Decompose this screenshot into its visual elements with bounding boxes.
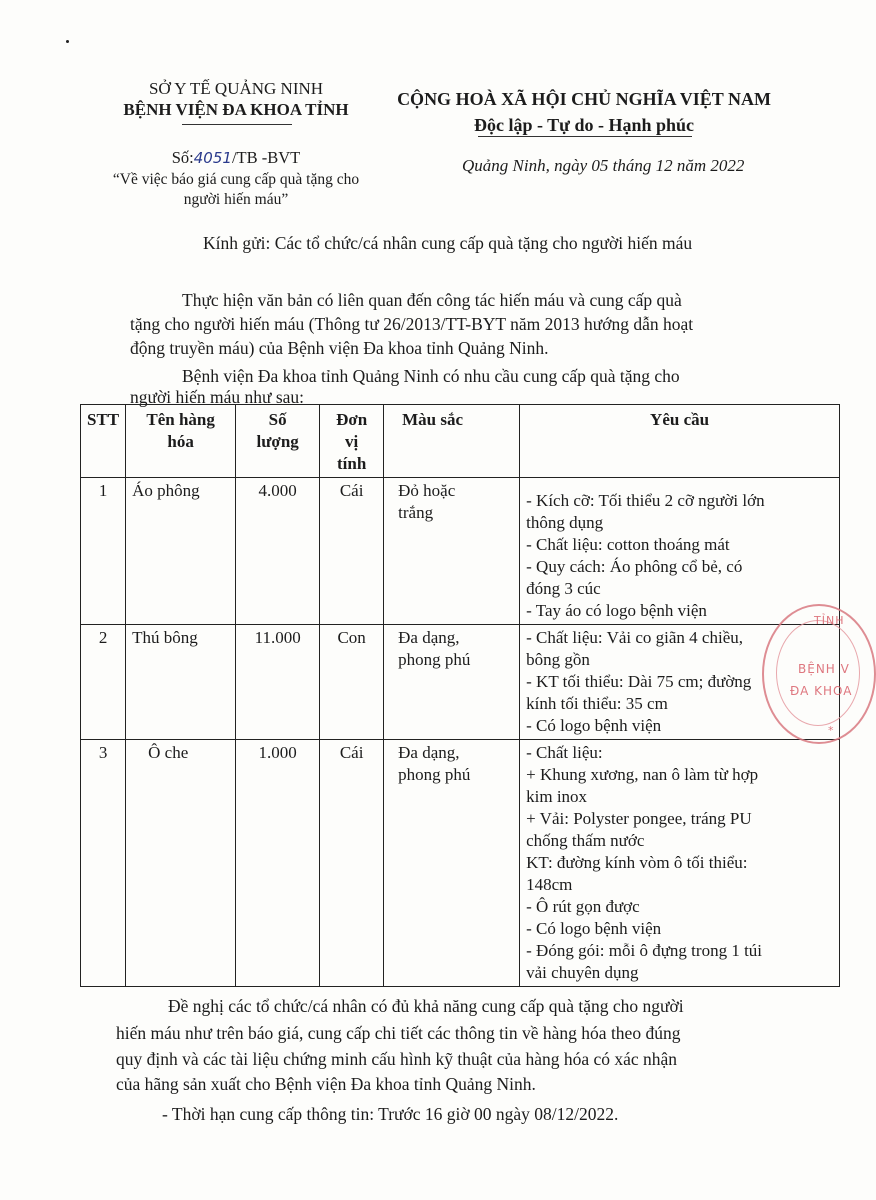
cell-color: Đa dạng, phong phú <box>384 625 520 740</box>
requirement-line: vải chuyên dụng <box>526 963 639 982</box>
table-row <box>81 478 840 625</box>
header-item-name: Tên hàng hóa <box>126 405 236 478</box>
cell-quantity: 11.000 <box>236 625 320 740</box>
cell-unit: Cái <box>320 740 384 987</box>
requirement-line: - Chất liệu: cotton thoáng mát <box>526 535 730 554</box>
requirement-line: KT: đường kính vòm ô tối thiểu: <box>526 853 748 872</box>
closing-line: hiến máu như trên báo giá, cung cấp chi tiết các thông tin về hàng hóa theo đúng <box>116 1023 681 1043</box>
stamp-text: TỈNH <box>814 614 845 627</box>
requirement-line: - Ô rút gọn được <box>526 897 640 916</box>
cell-unit: Cái <box>320 478 384 625</box>
requirement-line: 148cm <box>526 875 573 894</box>
requirement-line: - Có logo bệnh viện <box>526 716 662 735</box>
cell-requirements <box>520 740 840 987</box>
stamp-text: BỆNH V <box>798 662 850 676</box>
header-color: Màu sắc <box>384 405 520 478</box>
issuer-hospital: BỆNH VIỆN ĐA KHOA TỈNH <box>123 100 349 119</box>
motto-underline <box>478 136 692 137</box>
recipient-line: Kính gửi: Các tổ chức/cá nhân cung cấp quà tặng cho người hiến máu <box>203 233 693 253</box>
table-row <box>81 625 840 740</box>
requirement-line: + Khung xương, nan ô làm từ hợp <box>526 765 759 784</box>
document-subject <box>86 170 386 210</box>
cell-stt: 2 <box>81 625 126 740</box>
subject-line: “Về việc báo giá cung cấp quà tặng cho <box>112 171 360 188</box>
table-row <box>81 740 840 987</box>
cell-item-name: Áo phông <box>126 478 236 625</box>
cell-stt: 3 <box>81 740 126 987</box>
document-number <box>86 148 386 168</box>
stamp-text: ĐA KHOA <box>790 684 853 698</box>
issuer-block <box>86 78 386 120</box>
cell-color: Đa dạng, phong phú <box>384 740 520 987</box>
requirement-line: chống thấm nước <box>526 831 645 850</box>
closing-line: quy định và các tài liệu chứng minh cấu hình kỹ thuật của hàng hóa có xác nhận <box>116 1049 678 1069</box>
cell-color: Đỏ hoặc trắng <box>384 478 520 625</box>
requirement-line: kim inox <box>526 787 588 806</box>
cell-stt: 1 <box>81 478 126 625</box>
issuer-underline <box>182 124 292 125</box>
header-unit: Đơn vị tính <box>320 405 384 478</box>
requirement-line: - KT tối thiểu: Dài 75 cm; đường <box>526 672 752 691</box>
header-quantity: Số lượng <box>236 405 320 478</box>
intro-line: Bệnh viện Đa khoa tỉnh Quảng Ninh có nhu cầu cung cấp quà tặng cho <box>182 366 680 386</box>
cell-quantity: 4.000 <box>236 478 320 625</box>
intro-line: tặng cho người hiến máu (Thông tư 26/2013/TT-BYT năm 2013 hướng dẫn hoạt <box>130 314 694 334</box>
closing-line: của hãng sản xuất cho Bệnh viện Đa khoa tỉnh Quảng Ninh. <box>116 1074 536 1094</box>
cell-requirements <box>520 478 840 625</box>
requirement-line: - Chất liệu: Vải co giãn 4 chiều, <box>526 628 743 647</box>
gift-items-table <box>80 404 840 987</box>
document-number-suffix: /TB -BVT <box>231 148 301 167</box>
requirement-line: - Có logo bệnh viện <box>526 919 662 938</box>
requirement-line: thông dụng <box>526 513 604 532</box>
requirement-line: - Tay áo có logo bệnh viện <box>526 601 707 620</box>
stamp-star: * <box>828 724 835 737</box>
requirement-line: kính tối thiểu: 35 cm <box>526 694 668 713</box>
cell-item-name: Thú bông <box>126 625 236 740</box>
intro-line: động truyền máu) của Bệnh viện Đa khoa tỉnh Quảng Ninh. <box>130 338 549 358</box>
requirement-line: bông gồn <box>526 650 590 669</box>
document-number-label: Số: <box>171 148 194 167</box>
requirement-line: - Chất liệu: <box>526 743 603 762</box>
subject-line: người hiến máu” <box>183 191 289 208</box>
requirement-line: - Đóng gói: mỗi ô đựng trong 1 túi <box>526 941 763 960</box>
requirement-line: - Quy cách: Áo phông cổ bẻ, có <box>526 557 743 576</box>
cell-item-name: Ô che <box>126 740 236 987</box>
issuer-department: SỞ Y TẾ QUẢNG NINH <box>148 79 324 98</box>
requirement-line: đóng 3 cúc <box>526 579 601 598</box>
requirement-line: + Vải: Polyster pongee, tráng PU <box>526 809 752 828</box>
intro-line: Thực hiện văn bản có liên quan đến công tác hiến máu và cung cấp quà <box>182 290 682 310</box>
cell-quantity: 1.000 <box>236 740 320 987</box>
deadline-line: - Thời hạn cung cấp thông tin: Trước 16 giờ 00 ngày 08/12/2022. <box>162 1104 619 1124</box>
cell-unit: Con <box>320 625 384 740</box>
hospital-stamp <box>762 604 876 744</box>
requirement-line: - Kích cỡ: Tối thiểu 2 cỡ người lớn <box>526 491 765 510</box>
table-header-row <box>81 405 840 478</box>
scan-speck <box>66 40 69 43</box>
closing-line: Đề nghị các tổ chức/cá nhân có đủ khả năng cung cấp quà tặng cho người <box>168 996 684 1016</box>
header-requirements: Yêu cầu <box>520 405 840 478</box>
national-header <box>374 86 794 138</box>
date-place: Quảng Ninh, ngày 05 tháng 12 năm 2022 <box>462 156 745 175</box>
nation-name: CỘNG HOÀ XÃ HỘI CHỦ NGHĨA VIỆT NAM <box>397 89 771 109</box>
nation-motto: Độc lập - Tự do - Hạnh phúc <box>473 115 695 135</box>
intro-line: người hiến máu như sau: <box>130 387 305 407</box>
header-stt: STT <box>81 405 126 478</box>
document-number-handwritten: 4051 <box>193 149 232 167</box>
